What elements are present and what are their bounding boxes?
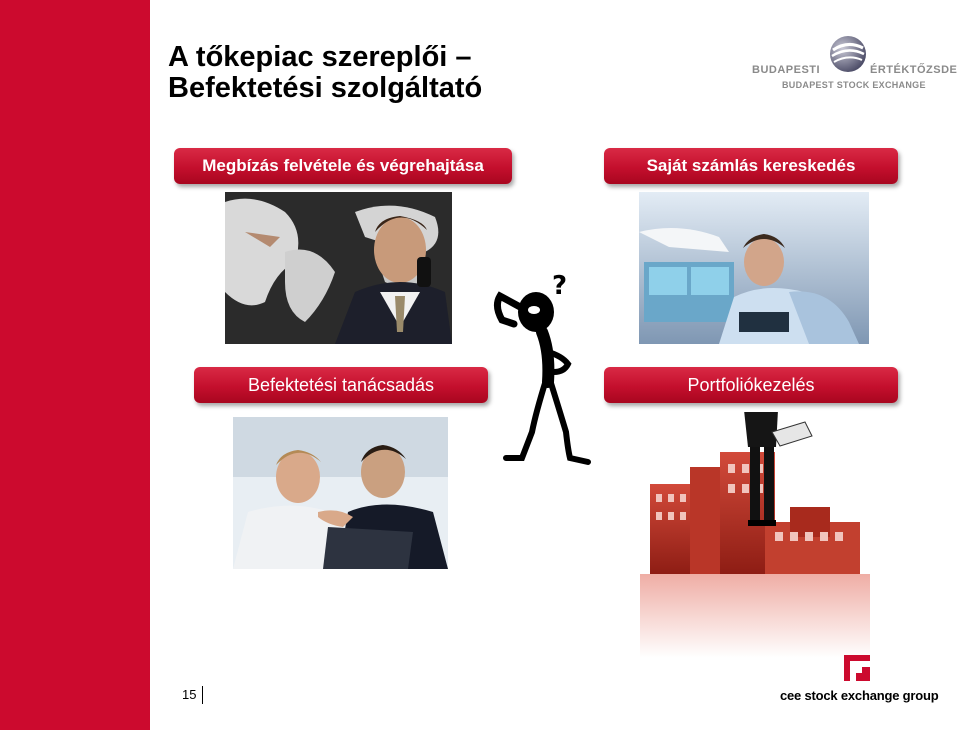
photo-broker-on-phone <box>225 192 452 344</box>
thinking-stick-figure-icon <box>492 272 604 470</box>
service-order-execution-label: Megbízás felvétele és végrehajtása <box>174 148 512 184</box>
budapest-stock-exchange-logo <box>752 30 960 96</box>
slide-title-line-1: A tőkepiac szereplői – <box>168 41 472 73</box>
bse-logo-subtitle: BUDAPEST STOCK EXCHANGE <box>782 80 926 90</box>
bse-globe-icon <box>828 34 868 74</box>
bse-logo-word-left: BUDAPESTI <box>752 64 821 76</box>
svg-text:?: ? <box>552 272 568 301</box>
page-number: 15 <box>182 686 203 704</box>
cee-logo-text: cee stock exchange group <box>780 688 939 703</box>
photo-advisors-at-laptop <box>233 417 448 569</box>
bse-logo-word-right: ÉRTÉKTŐZSDE <box>870 64 958 76</box>
service-portfolio-management-label: Portfoliókezelés <box>604 367 898 403</box>
slide-title-line-2: Befektetési szolgáltató <box>168 72 483 104</box>
photo-trader-at-screens <box>639 192 869 344</box>
slide-title <box>168 42 728 104</box>
red-side-bar <box>0 0 150 730</box>
photo-portfolio-manager-on-buildings <box>640 412 870 658</box>
cee-logo-mark-icon <box>844 655 870 681</box>
cee-stock-exchange-group-logo <box>780 655 950 710</box>
service-investment-advice-label: Befektetési tanácsadás <box>194 367 488 403</box>
service-proprietary-trading-label: Saját számlás kereskedés <box>604 148 898 184</box>
